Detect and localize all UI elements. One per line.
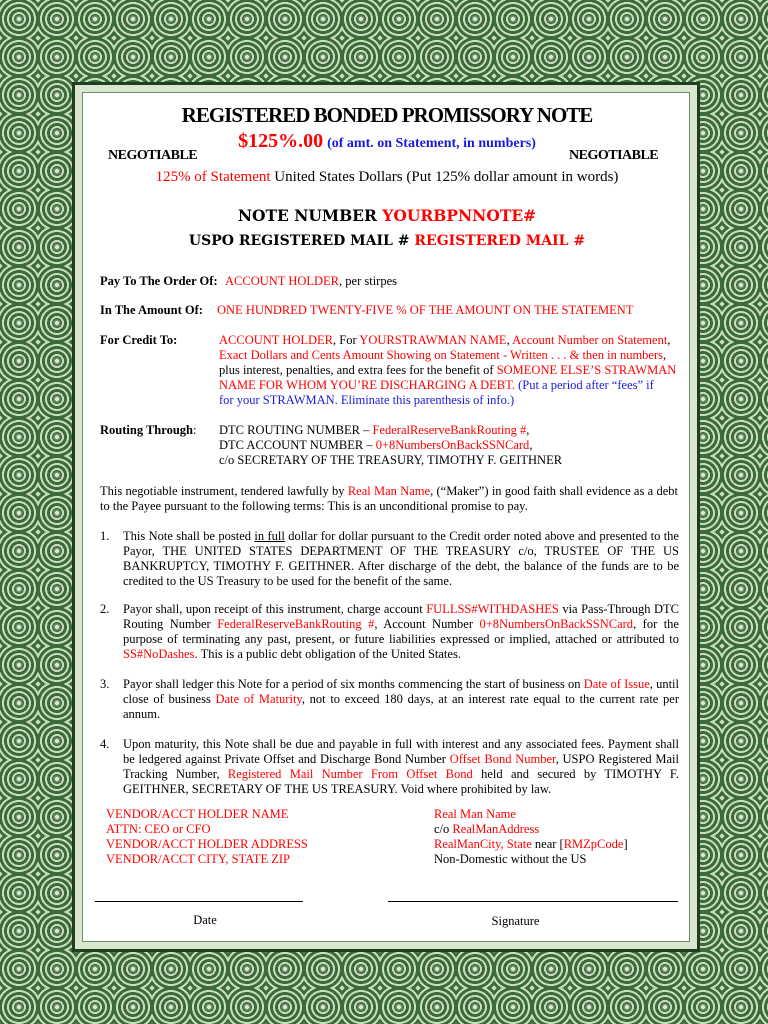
item-date-of-issue: Date of Issue	[583, 677, 650, 691]
item-text: Payor shall ledger this Note for a period of six months commencing the start of business on	[123, 677, 584, 691]
maker-name: Real Man Name	[434, 807, 516, 821]
routing-value	[219, 423, 679, 468]
date-label: Date	[193, 913, 217, 927]
routing-line-1	[219, 423, 679, 438]
item-text: , USPO Registered Mail Tracking Number,	[123, 752, 679, 781]
item-account-ss: FULLSS#WITHDASHES	[426, 602, 559, 616]
vendor-city-state-zip: VENDOR/ACCT CITY, STATE ZIP	[106, 852, 290, 866]
credit-someone-else: SOMEONE ELSE’S STRAWMAN	[496, 363, 677, 377]
maker-bracket: ]	[623, 837, 628, 851]
date-line[interactable]	[95, 901, 303, 902]
credit-to-value	[219, 333, 679, 408]
amount-words-red: 125% of Statement	[155, 169, 271, 185]
pay-to-holder: ACCOUNT HOLDER	[225, 274, 340, 288]
mail-label: USPO REGISTERED MAIL #	[188, 233, 415, 249]
intro-paragraph	[100, 484, 678, 514]
note-number-label: NOTE NUMBER	[237, 206, 383, 225]
item-text: Payor shall, upon receipt of this instrument, charge account	[123, 602, 427, 616]
item-4-text	[123, 737, 679, 797]
item-account-number: 0+8NumbersOnBackSSNCard	[479, 617, 634, 631]
item-ss-nodashes: SS#NoDashes	[123, 647, 195, 661]
credit-discharge-note: NAME FOR WHOM YOU’RE DISCHARGING A DEBT.	[219, 378, 515, 392]
maker-non-domestic: Non-Domestic without the US	[434, 852, 587, 866]
routing-label	[100, 423, 196, 438]
maker-zip: RMZpCode	[563, 837, 624, 851]
maker-co: c/o	[434, 822, 453, 836]
vendor-address: VENDOR/ACCT HOLDER ADDRESS	[106, 837, 308, 851]
amount-words-black: United States Dollars (Put 125% dollar amount in words)	[270, 169, 619, 185]
item-number: 3.	[100, 677, 110, 691]
credit-line-1	[219, 333, 679, 348]
registered-mail-line	[83, 233, 691, 249]
item-date-of-maturity: Date of Maturity	[215, 692, 302, 706]
item-3-text	[123, 677, 679, 722]
item-text: dollar for dollar pursuant to the Credit order noted above and presented to the Payor, THE UNITED STATES DEPARTMENT OF THE TREASURY c/o, TRUSTEE OF THE US BANKRUPTCY, TIMOTHY F. GEITHNER. After discharge of the debt, the balance of the funds are to be credited to the US Treasury to be used for the benefit of the same.	[123, 529, 679, 588]
amount-of-label: In The Amount Of:	[100, 303, 203, 317]
credit-text: ,	[506, 333, 513, 347]
intro-maker-name: Real Man Name	[347, 484, 431, 498]
credit-line-4	[219, 378, 679, 393]
item-text: . This is a public debt obligation of the United States.	[194, 647, 461, 661]
routing-text: DTC ROUTING NUMBER –	[219, 423, 373, 437]
routing-line-3: c/o SECRETARY OF THE TREASURY, TIMOTHY F. GEITHNER	[219, 453, 563, 467]
item-text: , for the purpose of terminating any past, present, or future liabilities expressed or implied, attached or attributed to	[123, 617, 679, 646]
amount-of-value: ONE HUNDRED TWENTY-FIVE % OF THE AMOUNT ON THE STATEMENT	[217, 303, 634, 317]
intro-text: This negotiable instrument, tendered lawfully by	[100, 484, 348, 498]
routing-text: DTC ACCOUNT NUMBER –	[219, 438, 376, 452]
routing-text: ,	[526, 423, 530, 437]
credit-text: ,	[667, 333, 671, 347]
intro-text: , (“Maker”) in good faith shall evidence as a debt to the Payee pursuant to the following terms: This is an unconditional promise to pay.	[100, 484, 678, 513]
item-number: 1.	[100, 529, 110, 543]
item-offset-bond-number: Offset Bond Number	[449, 752, 556, 766]
item-1-text	[123, 529, 679, 589]
maker-city-state: RealManCity, State	[434, 837, 532, 851]
credit-instruction: (Put a period after “fees” if	[514, 378, 654, 392]
item-text: held and secured by TIMOTHY F. GEITHNER, SECRETARY OF THE US TREASURY. Void where prohibited by law.	[123, 767, 679, 796]
credit-text: ,	[663, 348, 667, 362]
maker-address: RealManAddress	[452, 822, 540, 836]
item-text: via Pass-Through DTC Routing Number	[123, 602, 679, 631]
routing-number: FederalReserveBankRouting #	[372, 423, 527, 437]
signature-line[interactable]	[388, 901, 678, 902]
note-number-value: YOURBPNNOTE#	[382, 206, 537, 225]
routing-colon: :	[192, 423, 197, 437]
vendor-attn: ATTN: CEO or CFO	[106, 822, 211, 836]
negotiable-left: NEGOTIABLE	[108, 148, 198, 163]
item-text: , Account Number	[374, 617, 480, 631]
credit-line-2	[219, 348, 679, 363]
document-title: REGISTERED BONDED PROMISSORY NOTE	[181, 103, 593, 127]
credit-strawman-name: YOURSTRAWMAN NAME	[359, 333, 507, 347]
promissory-note-document	[82, 92, 690, 942]
credit-line-5	[219, 393, 679, 408]
vendor-name: VENDOR/ACCT HOLDER NAME	[106, 807, 289, 821]
routing-text: ,	[529, 438, 533, 452]
credit-account-number: Account Number on Statement	[512, 333, 668, 347]
routing-label-text: Routing Through	[100, 423, 193, 437]
pay-to-value	[225, 274, 397, 289]
signature-label: Signature	[491, 914, 540, 928]
item-text: Upon maturity, this Note shall be due and payable in full with interest and any associated fees. Payment shall be ledgered against Private Offset and Discharge Bond Number	[123, 737, 679, 766]
pay-to-label: Pay To The Order Of:	[100, 274, 218, 288]
item-underlined-text: in full	[254, 529, 285, 543]
maker-city-line	[434, 837, 628, 852]
maker-address-line	[434, 822, 628, 837]
vendor-address-block	[106, 807, 308, 867]
note-number	[83, 206, 691, 225]
pay-to-stirpes: , per stirpes	[339, 274, 397, 288]
item-routing-number: FederalReserveBankRouting #	[217, 617, 375, 631]
credit-to-label: For Credit To:	[100, 333, 178, 347]
routing-account-number: 0+8NumbersOnBackSSNCard	[375, 438, 530, 452]
credit-text: plus interest, penalties, and extra fees for the benefit of	[219, 363, 497, 377]
negotiable-right: NEGOTIABLE	[569, 148, 659, 163]
item-registered-mail-number: Registered Mail Number From Offset Bond	[227, 767, 473, 781]
routing-line-2	[219, 438, 679, 453]
credit-account-holder: ACCOUNT HOLDER	[219, 333, 334, 347]
item-number: 2.	[100, 602, 110, 616]
credit-instruction: for your STRAWMAN. Eliminate this parenthesis of info.)	[219, 393, 515, 407]
item-text: , not to exceed 180 days, at an interest rate equal to the current rate per annum.	[123, 692, 679, 721]
credit-line-3	[219, 363, 679, 378]
credit-text: , For	[333, 333, 360, 347]
maker-near: near [	[531, 837, 564, 851]
maker-address-block	[434, 807, 628, 867]
item-2-text	[123, 602, 679, 662]
credit-exact-amount: Exact Dollars and Cents Amount Showing on Statement - Written . . . & then in numbers	[219, 348, 664, 362]
mail-value: REGISTERED MAIL #	[414, 233, 586, 249]
amount-in-words	[83, 169, 691, 186]
amount-value: $125%.00	[238, 130, 324, 152]
item-number: 4.	[100, 737, 110, 751]
item-text: , until close of business	[123, 677, 679, 706]
amount-note: (of amt. on Statement, in numbers)	[327, 136, 536, 151]
item-text: This Note shall be posted	[123, 529, 255, 543]
